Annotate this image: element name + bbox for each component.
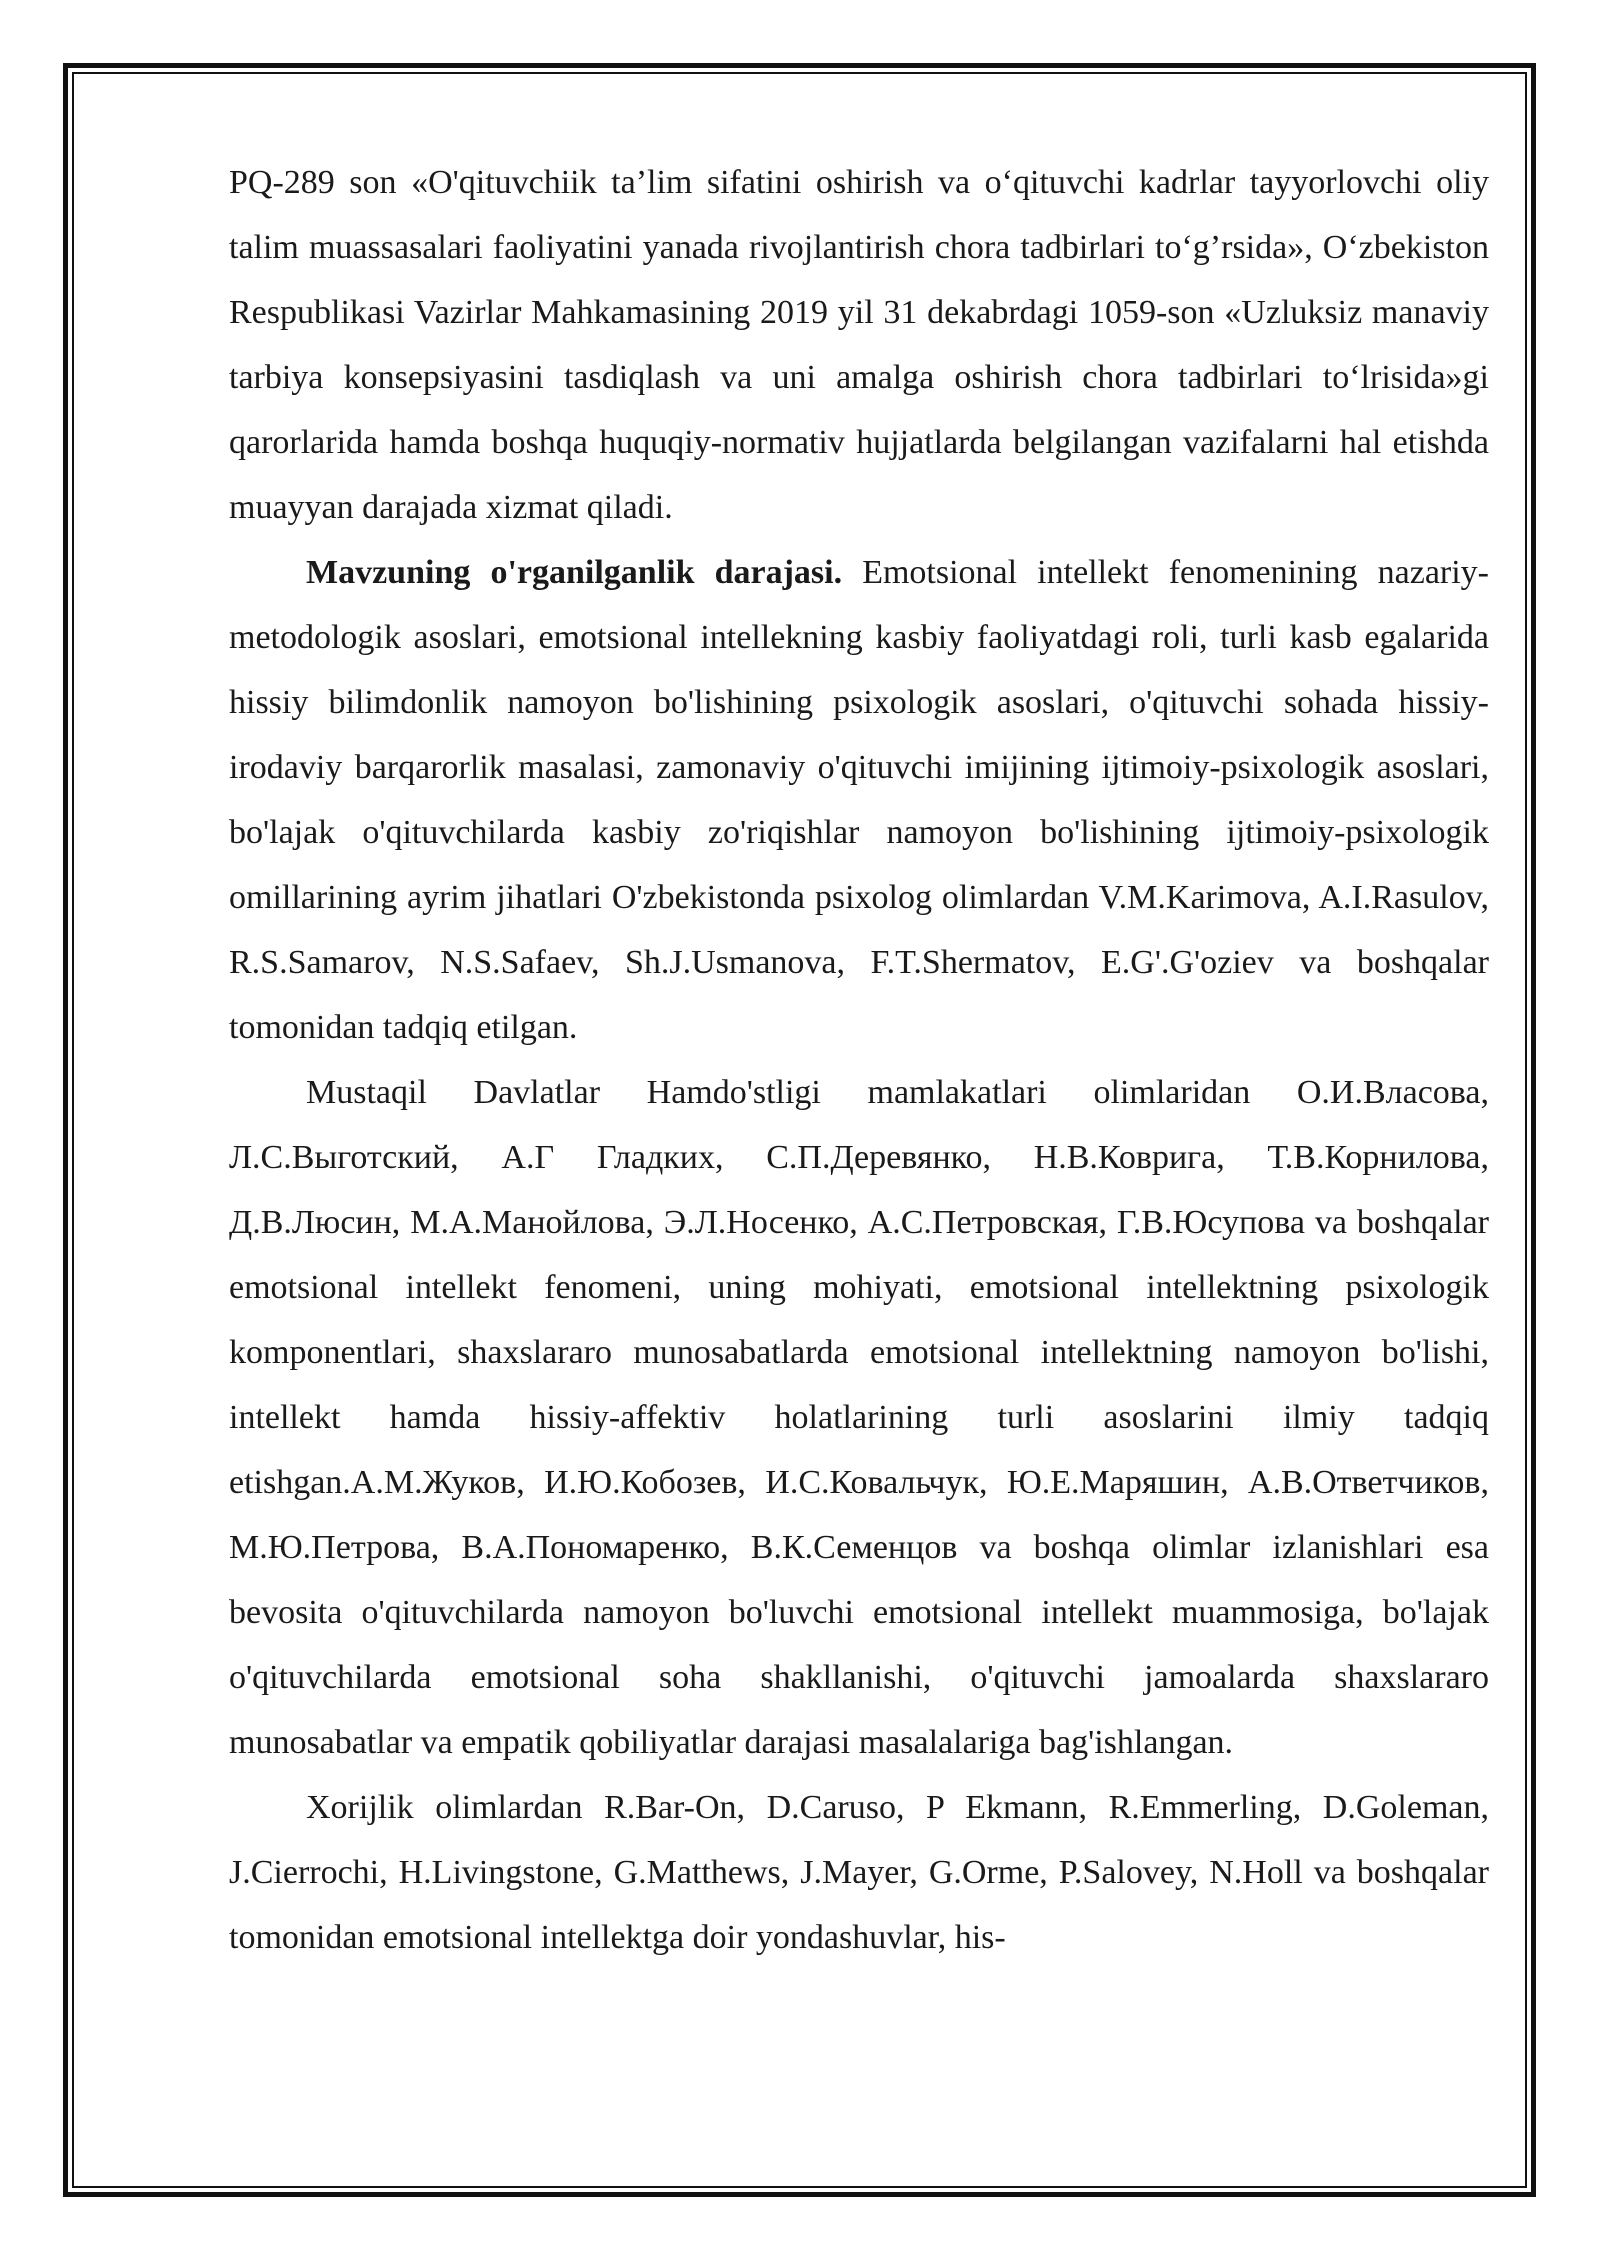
paragraph-text: PQ-289 son «O'qituvchiik ta’lim sifatini oshirish va o‘qituvchi kadrlar tayyorlovchi oliy talim muassasalari faoliyatini yanada rivojlantirish chora tadbirlari to‘g’rsida», O‘zbekiston Respublikasi Vazirlar Mahkamasining 2019 yil 31 dekabrdagi 1059-son «Uzluksiz manaviy tarbiya konsepsiyasini tasdiqlash va uni amalga oshirish chora tadbirlari to‘lrisida»gi qarorlarida hamda boshqa huquqiy-normativ hujjatlarda belgilangan vazifalarni hal etishda muayyan darajada xizmat qiladi. (229, 164, 1489, 526)
document-body (229, 150, 1489, 1970)
paragraph-text: Emotsional intellekt fenomenining nazariy-metodologik asoslari, emotsional intellekning kasbiy faoliyatdagi roli, turli kasb egalarida hissiy bilimdonlik namoyon bo'lishining psixologik asoslari, o'qituvchi sohada hissiy-irodaviy barqarorlik masalasi, zamonaviy o'qituvchi imijining ijtimoiy-psixologik asoslari, bo'lajak o'qituvchilarda kasbiy zo'riqishlar namoyon bo'lishining ijtimoiy-psixologik omillarining ayrim jihatlari O'zbekistonda psixolog olimlardan V.M.Karimova, A.I.Rasulov, R.S.Samarov, N.S.Safaev, Sh.J.Usmanova, F.T.Shermatov, E.G'.G'oziev va boshqalar tomonidan tadqiq etilgan. (229, 554, 1490, 1046)
paragraph-cis-scholars (229, 1060, 1489, 1775)
paragraph-study-degree (229, 540, 1489, 1060)
paragraph-foreign-scholars (229, 1775, 1489, 1970)
paragraph-text: Xorijlik olimlardan R.Bar-On, D.Caruso, P Ekmann, R.Emmerling, D.Goleman, J.Cierrochi, H.Livingstone, G.Matthews, J.Mayer, G.Orme, P.Salovey, N.Holl va boshqalar tomonidan emotsional intellektga doir yondashuvlar, his- (229, 1789, 1489, 1956)
paragraph-text: Mustaqil Davlatlar Hamdo'stligi mamlakatlari olimlaridan О.И.Власова, Л.С.Выготский, А.Г Гладких, С.П.Деревянко, Н.В.Ковригa, Т.В.Корнилова, Д.В.Люсин, М.А.Манойлова, Э.Л.Носенко, А.С.Петровская, Г.В.Юсупова va boshqalar emotsional intellekt fenomeni, uning mohiyati, emotsional intellektning psixologik komponentlari, shaxslararo munosabatlarda emotsional intellektning namoyon bo'lishi, intellekt hamda hissiy-affektiv holatlarining turli asoslarini ilmiy tadqiq etishgan.А.М.Жуков, И.Ю.Кобозев, И.С.Ковальчук, Ю.Е.Маряшин, А.В.Ответчиков, М.Ю.Петрова, В.А.Пономаренко, В.К.Семенцов va boshqa olimlar izlanishlari esa bevosita o'qituvchilarda namoyon bo'luvchi emotsional intellekt muammosiga, bo'lajak o'qituvchilarda emotsional soha shakllanishi, o'qituvchi jamoalarda shaxslararo munosabatlar va empatik qobiliyatlar darajasi masalalariga bag'ishlangan. (229, 1074, 1489, 1761)
section-heading-inline: Mavzuning o'rganilganlik darajasi. (306, 554, 843, 591)
paragraph-legal-references (229, 150, 1489, 540)
